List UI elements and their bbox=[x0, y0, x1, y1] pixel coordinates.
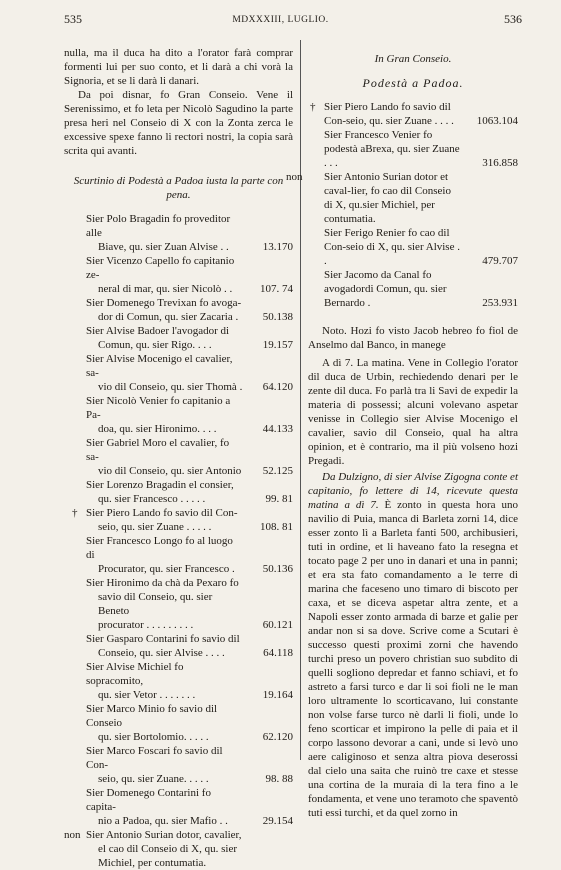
paragraph: Da poi disnar, fo Gran Conseio. Vene il Serenissimo, et fo leta per Nicolò Sagudino la parte presa heri nel Conseio di X con la Zonta zerca le excessive spexe fanno li rectori nostri, la copia sarà scrita qui avanti. bbox=[64, 89, 293, 157]
vote-count: 60.121 bbox=[262, 619, 293, 631]
entry-line: qu. sier Vetor . . . . . . . bbox=[98, 689, 196, 701]
entry-line: Sier Francesco Longo fo al luogo di bbox=[86, 535, 233, 561]
ballot-entry bbox=[308, 226, 518, 268]
ballot-entry bbox=[64, 254, 293, 296]
entry-line: Sier Hironimo da chà da Pexaro fo bbox=[86, 577, 239, 589]
entry-line: Sier Piero Lando fo savio dil Con- bbox=[86, 507, 238, 519]
entry-line: dor di Comun, qu. sier Zacaria . bbox=[98, 311, 239, 323]
entry-line: qu. sier Francesco . . . . . bbox=[98, 493, 206, 505]
ballot-entry bbox=[64, 786, 293, 828]
vote-count: 1063.104 bbox=[476, 115, 518, 127]
entry-line: Biave, qu. sier Zuan Alvise . . bbox=[98, 241, 229, 253]
entry-line: Sier Polo Bragadin fo proveditor alle bbox=[86, 213, 231, 239]
page-header bbox=[0, 8, 561, 28]
entry-line: Sier Francesco Venier fo podestà a bbox=[324, 129, 433, 155]
entry-line: neral di mar, qu. sier Nicolò . . bbox=[98, 283, 233, 295]
vote-count: 19.157 bbox=[262, 339, 293, 351]
entry-line: nio a Padoa, qu. sier Mafio . . bbox=[98, 815, 228, 827]
entry-line: Sier Alvise Badoer l'avogador di bbox=[86, 325, 230, 337]
entry-line: Sier Vicenzo Capello fo capitanio ze- bbox=[86, 255, 235, 281]
entry-line: seio di X, qu. sier Alvise . . bbox=[324, 241, 460, 267]
vote-count: 99. 81 bbox=[265, 493, 293, 505]
vote-count: 62.120 bbox=[262, 731, 293, 743]
entry-line: vio dil Conseio, qu. sier Antonio bbox=[98, 465, 242, 477]
section-heading: Scurtinio di Podestà a Padoa iusta la parte con pena. bbox=[73, 175, 284, 201]
ballot-entry bbox=[64, 744, 293, 786]
section-subheading: Podestà a Padoa. bbox=[362, 76, 464, 90]
non-marker: non bbox=[64, 829, 81, 841]
entry-line: Conseio, qu. sier Alvise . . . . bbox=[98, 647, 225, 659]
ballot-entry bbox=[64, 394, 293, 436]
ballot-entry bbox=[64, 506, 293, 534]
entry-line: seio, qu. sier Zuane. . . . . bbox=[98, 773, 209, 785]
entry-line: Sier Marco Foscari fo savio dil Con- bbox=[86, 745, 223, 771]
entry-line: Sier Alvise Mocenigo el cavalier, sa- bbox=[86, 353, 233, 379]
letter-heading: Da Dulzigno, di sier Alvise Zigogna conte et capitanio, fo lettere di 14, ricevute questa matina a dì 7. bbox=[308, 471, 518, 511]
entry-line: Procurator, qu. sier Francesco . bbox=[98, 563, 235, 575]
entry-line: Comun, qu. sier Rigo. . . . bbox=[98, 339, 212, 351]
ballot-entry bbox=[64, 436, 293, 478]
paragraph: nulla, ma il duca ha dito a l'orator farà comprar formenti lui per suo conto, et li darà a chi vorà la Signoria, et se li darà li danari. bbox=[64, 47, 293, 87]
entry-line: vio dil Conseio, qu. sier Thomà . bbox=[98, 381, 243, 393]
entry-line: Sier Domenego Contarini fo capita- bbox=[86, 787, 211, 813]
ballot-entry bbox=[64, 324, 293, 352]
vote-count: 50.138 bbox=[262, 311, 293, 323]
vote-count: 13.170 bbox=[262, 241, 293, 253]
entry-line: el cao dil Conseio di X, qu. sier bbox=[98, 843, 238, 855]
entry-line: Sier Marco Minio fo savio dil Conseio bbox=[86, 703, 218, 729]
vote-count: 19.164 bbox=[262, 689, 293, 701]
page-number-left: 535 bbox=[64, 12, 82, 26]
non-marker: non bbox=[286, 171, 303, 183]
right-column bbox=[286, 46, 518, 820]
entry-line: Sier Domenego Trevixan fo avoga- bbox=[86, 297, 242, 309]
vote-count: 479.707 bbox=[482, 255, 518, 267]
entry-line: Michiel, per contumatia. bbox=[98, 857, 207, 869]
ballot-entry bbox=[64, 828, 293, 870]
vote-count: 253.931 bbox=[482, 297, 518, 309]
entry-line: Sier Gabriel Moro el cavalier, fo sa- bbox=[86, 437, 230, 463]
note-paragraph: Noto. Hozi fo visto Jacob hebreo fo fiol de Anselmo dal Banco, in manege bbox=[308, 325, 518, 351]
entry-line: Sier Antonio Surian dotor, cavalier, bbox=[86, 829, 242, 841]
ballot-entry bbox=[64, 478, 293, 506]
entry-line: Sier Ferigo Renier fo cao dil Con- bbox=[324, 227, 450, 253]
vote-count: 44.133 bbox=[262, 423, 293, 435]
vote-count: 29.154 bbox=[262, 815, 293, 827]
vote-count: 52.125 bbox=[262, 465, 293, 477]
column-divider bbox=[300, 40, 301, 760]
elected-cross-mark: † bbox=[72, 507, 78, 519]
entry-line: seio, qu. sier Zuane . . . . bbox=[346, 115, 454, 127]
entry-line: Sier Nicolò Venier fo capitanio a Pa- bbox=[86, 395, 231, 421]
entry-line: lier, fo cao dil Conseio di X, qu. bbox=[324, 185, 451, 211]
vote-count: 50.136 bbox=[262, 563, 293, 575]
entry-line: doa, qu. sier Hironimo. . . . bbox=[98, 423, 217, 435]
ballot-list bbox=[286, 100, 518, 310]
entry-line: Sier Jacomo da Canal fo avogador bbox=[324, 269, 432, 295]
section-heading: In Gran Conseio. bbox=[374, 53, 452, 65]
entry-line: di Comun, qu. sier Bernardo . bbox=[324, 283, 447, 309]
paragraph bbox=[308, 470, 518, 820]
ballot-entry bbox=[64, 534, 293, 576]
ballot-entry bbox=[64, 702, 293, 744]
vote-count: 64.120 bbox=[262, 381, 293, 393]
paragraph: A dì 7. La matina. Vene in Collegio l'orator dil duca de Urbin, rechiedendo denari per le zente dil duca. Fo parlà tra li Savi de expedir la materia di possessi; alcuni volevano aspetar venisse in Collegio sier Alvise Mocenigo el cavalier, savio dil Conseio, qual ha altra opinion, et è contrario, ma il più volseno hozi Pregadi. bbox=[308, 357, 518, 467]
ballot-entry bbox=[286, 170, 518, 226]
entry-line: seio, qu. sier Zuane . . . . . bbox=[98, 521, 212, 533]
vote-count: 108. 81 bbox=[260, 521, 293, 533]
entry-line: Sier Gasparo Contarini fo savio dil bbox=[86, 633, 240, 645]
entry-line: Sier Piero Lando fo savio dil Con- bbox=[324, 101, 451, 127]
ballot-entry bbox=[64, 632, 293, 660]
ballot-entry bbox=[308, 100, 518, 128]
ballot-entry bbox=[308, 128, 518, 170]
ballot-entry bbox=[64, 660, 293, 702]
page-number-right: 536 bbox=[504, 12, 522, 26]
entry-line: Brexa, qu. sier Zuane . . . bbox=[324, 143, 460, 169]
entry-line: qu. sier Bortolomio. . . . . bbox=[98, 731, 209, 743]
vote-count: 316.858 bbox=[482, 157, 518, 169]
ballot-entry bbox=[64, 352, 293, 394]
entry-line: savio dil Conseio, qu. sier Beneto bbox=[98, 591, 213, 617]
entry-line: Sier Alvise Michiel fo sopracomito, bbox=[86, 661, 184, 687]
left-column bbox=[64, 46, 293, 870]
entry-line: Sier Antonio Surian dotor et caval- bbox=[324, 171, 449, 197]
ballot-entry bbox=[308, 268, 518, 310]
letter-body: È zonto in questa hora uno navilio di Puia, manca di Barleta zorni 14, dice esser zonto lì a Barleta fanti 500, archibusieri, tuti in ordine, et li haveano fato la resegna et tocato page 2 per uno in danari et una in panni; et era sta fato comandamento a le terre di marina che faceseno uno timaro di biscoto per caxa, et se diceva aspetar altra zente, et a Napoli esser zonto armada di barze et galie per andar non si sa dove. Scrive come a Scutari è successo questi proximi zorni che havendo turchi preso un povero christian suo subdito di quelli sogliono depredar et fanno schiavi, et fo astreto a farsi turco e dar li soi fioli ne le man loro ultramente lo scorticavano, lui constante non volse farse turco nè darli li fioli, unde lo feno scorticar et impirono la pelle di paia et il corpo lassono devorar a cani, unde si levò uno aere caliginoso et senza altra piova deserossi dal cielo una saita che ruinò tre caxe et stesse una cortina de la muraia di la tera fino a le fondamenta, et vene uno teramoto che spaventò tuti essi turchi, et da quel zorno in bbox=[308, 499, 518, 819]
ballot-list bbox=[64, 212, 293, 870]
ballot-entry bbox=[64, 212, 293, 254]
vote-count: 98. 88 bbox=[265, 773, 293, 785]
entry-line: procurator . . . . . . . . . bbox=[98, 619, 194, 631]
running-title: MDXXXIII, LUGLIO. bbox=[232, 15, 329, 25]
vote-count: 107. 74 bbox=[260, 283, 293, 295]
ballot-entry bbox=[64, 576, 293, 632]
entry-line: sier Michiel, per contumatia. bbox=[324, 199, 435, 225]
ballot-entry bbox=[64, 296, 293, 324]
vote-count: 64.118 bbox=[263, 647, 293, 659]
entry-line: Sier Lorenzo Bragadin el consier, bbox=[86, 479, 234, 491]
elected-cross-mark: † bbox=[310, 101, 316, 113]
